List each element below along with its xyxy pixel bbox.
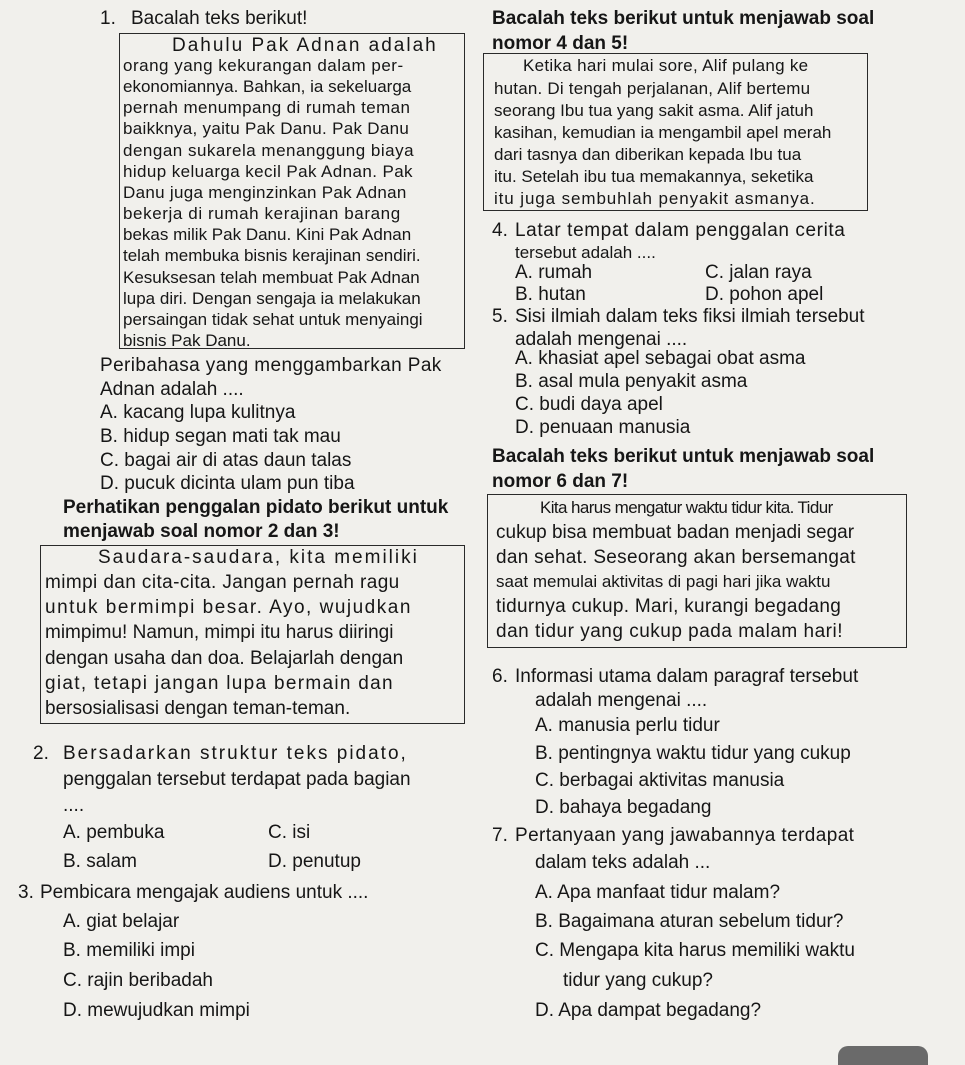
- passage-line: Dahulu Pak Adnan adalah: [172, 35, 438, 56]
- passage-line: hutan. Di tengah perjalanan, Alif bertemu: [494, 79, 811, 98]
- answer-option[interactable]: B. pentingnya waktu tidur yang cukup: [535, 743, 851, 764]
- passage-line: bisnis Pak Danu.: [123, 331, 251, 350]
- question-text: Informasi utama dalam paragraf tersebut: [515, 666, 859, 687]
- passage-line: lupa diri. Dengan sengaja ia melakukan: [123, 289, 421, 308]
- answer-option[interactable]: A. Apa manfaat tidur malam?: [535, 882, 781, 903]
- answer-option[interactable]: A. khasiat apel sebagai obat asma: [515, 348, 806, 369]
- passage-line: itu. Setelah ibu tua memakannya, seketika: [494, 167, 814, 186]
- answer-option[interactable]: A. rumah: [515, 262, 593, 283]
- answer-option[interactable]: B. memiliki impi: [63, 940, 195, 961]
- question-text: adalah mengenai ....: [535, 690, 708, 711]
- answer-option[interactable]: B. salam: [63, 851, 137, 872]
- passage-line: dan tidur yang cukup pada malam hari!: [496, 621, 843, 642]
- section-instruction: Perhatikan penggalan pidato berikut untuk: [63, 497, 449, 518]
- question-text: Peribahasa yang menggambarkan Pak: [100, 355, 442, 376]
- passage-line: persaingan tidak sehat untuk menyaingi: [123, 310, 423, 329]
- speech-line: giat, tetapi jangan lupa bermain dan: [45, 673, 394, 694]
- question-text: Latar tempat dalam penggalan cerita: [515, 220, 846, 241]
- passage-line: hidup keluarga kecil Pak Adnan. Pak: [123, 162, 413, 181]
- answer-option[interactable]: D. pucuk dicinta ulam pun tiba: [100, 473, 355, 494]
- passage-line: telah membuka bisnis kerajinan sendiri.: [123, 246, 421, 265]
- passage-line: orang yang kekurangan dalam per-: [123, 56, 404, 75]
- page-edge-smudge: [838, 1046, 928, 1065]
- speech-line: Saudara-saudara, kita memiliki: [98, 547, 419, 568]
- answer-option[interactable]: C. Mengapa kita harus memiliki waktu: [535, 940, 855, 961]
- answer-option[interactable]: A. giat belajar: [63, 911, 180, 932]
- answer-option[interactable]: D. bahaya begadang: [535, 797, 712, 818]
- question-text: ....: [63, 795, 85, 816]
- passage-line: dan sehat. Seseorang akan bersemangat: [496, 547, 856, 568]
- speech-line: mimpi dan cita-cita. Jangan pernah ragu: [45, 572, 400, 593]
- answer-option[interactable]: D. Apa dampat begadang?: [535, 1000, 762, 1021]
- passage-line: pernah menumpang di rumah teman: [123, 98, 411, 117]
- answer-option-continuation: tidur yang cukup?: [563, 970, 713, 991]
- speech-line: untuk bermimpi besar. Ayo, wujudkan: [45, 597, 412, 618]
- passage-line: Danu juga menginzinkan Pak Adnan: [123, 183, 407, 202]
- question-text: Sisi ilmiah dalam teks fiksi ilmiah tersebut: [515, 306, 865, 327]
- answer-option[interactable]: B. hidup segan mati tak mau: [100, 426, 341, 447]
- section-instruction: Bacalah teks berikut untuk menjawab soal: [492, 446, 875, 467]
- question-text: Bersadarkan struktur teks pidato,: [63, 743, 408, 764]
- answer-option[interactable]: D. pohon apel: [705, 284, 824, 305]
- passage-line: bekerja di rumah kerajinan barang: [123, 204, 401, 223]
- question-text: Adnan adalah ....: [100, 379, 244, 400]
- passage-line: itu juga sembuhlah penyakit asmanya.: [494, 189, 816, 208]
- passage-line: bekas milik Pak Danu. Kini Pak Adnan: [123, 225, 412, 244]
- answer-option[interactable]: C. jalan raya: [705, 262, 812, 283]
- section-instruction: nomor 4 dan 5!: [492, 33, 629, 54]
- answer-option[interactable]: C. berbagai aktivitas manusia: [535, 770, 785, 791]
- section-instruction: menjawab soal nomor 2 dan 3!: [63, 521, 340, 542]
- passage-line: Ketika hari mulai sore, Alif pulang ke: [523, 56, 809, 75]
- question-number: 2.: [33, 743, 49, 764]
- answer-option[interactable]: C. bagai air di atas daun talas: [100, 450, 352, 471]
- question-text: Pembicara mengajak audiens untuk ....: [40, 882, 369, 903]
- passage-line: seorang Ibu tua yang sakit asma. Alif jatuh: [494, 101, 814, 120]
- question-number: 3.: [18, 882, 34, 903]
- question-number: 4.: [492, 220, 508, 241]
- passage-line: tidurnya cukup. Mari, kurangi begadang: [496, 596, 842, 617]
- question-number: 6.: [492, 666, 508, 687]
- answer-option[interactable]: B. hutan: [515, 284, 586, 305]
- speech-line: mimpimu! Namun, mimpi itu harus diiringi: [45, 622, 394, 643]
- question-text: adalah mengenai ....: [515, 329, 688, 350]
- passage-line: Kita harus mengatur waktu tidur kita. Tidur: [540, 498, 833, 517]
- speech-line: bersosialisasi dengan teman-teman.: [45, 698, 351, 719]
- section-instruction: nomor 6 dan 7!: [492, 471, 629, 492]
- question-prompt: Bacalah teks berikut!: [131, 8, 308, 29]
- passage-line: Kesuksesan telah membuat Pak Adnan: [123, 268, 420, 287]
- passage-line: dengan sukarela menanggung biaya: [123, 141, 415, 160]
- answer-option[interactable]: A. kacang lupa kulitnya: [100, 402, 296, 423]
- answer-option[interactable]: D. penutup: [268, 851, 361, 872]
- answer-option[interactable]: C. budi daya apel: [515, 394, 663, 415]
- question-text: dalam teks adalah ...: [535, 852, 711, 873]
- answer-option[interactable]: D. penuaan manusia: [515, 417, 691, 438]
- answer-option[interactable]: A. pembuka: [63, 822, 165, 843]
- question-text: Pertanyaan yang jawabannya terdapat: [515, 825, 855, 846]
- answer-option[interactable]: A. manusia perlu tidur: [535, 715, 720, 736]
- passage-line: cukup bisa membuat badan menjadi segar: [496, 522, 855, 543]
- passage-line: kasihan, kemudian ia mengambil apel merah: [494, 123, 832, 142]
- question-text: tersebut adalah ....: [515, 243, 656, 262]
- answer-option[interactable]: C. rajin beribadah: [63, 970, 213, 991]
- speech-line: dengan usaha dan doa. Belajarlah dengan: [45, 648, 404, 669]
- passage-line: saat memulai aktivitas di pagi hari jika waktu: [496, 572, 831, 591]
- question-text: penggalan tersebut terdapat pada bagian: [63, 769, 411, 790]
- question-number: 7.: [492, 825, 508, 846]
- question-number: 1.: [100, 8, 116, 29]
- section-instruction: Bacalah teks berikut untuk menjawab soal: [492, 8, 875, 29]
- answer-option[interactable]: B. asal mula penyakit asma: [515, 371, 748, 392]
- passage-line: dari tasnya dan diberikan kepada Ibu tua: [494, 145, 802, 164]
- answer-option[interactable]: C. isi: [268, 822, 311, 843]
- passage-line: baikknya, yaitu Pak Danu. Pak Danu: [123, 119, 410, 138]
- passage-line: ekonomiannya. Bahkan, ia sekeluarga: [123, 77, 412, 96]
- question-number: 5.: [492, 306, 508, 327]
- answer-option[interactable]: D. mewujudkan mimpi: [63, 1000, 250, 1021]
- answer-option[interactable]: B. Bagaimana aturan sebelum tidur?: [535, 911, 844, 932]
